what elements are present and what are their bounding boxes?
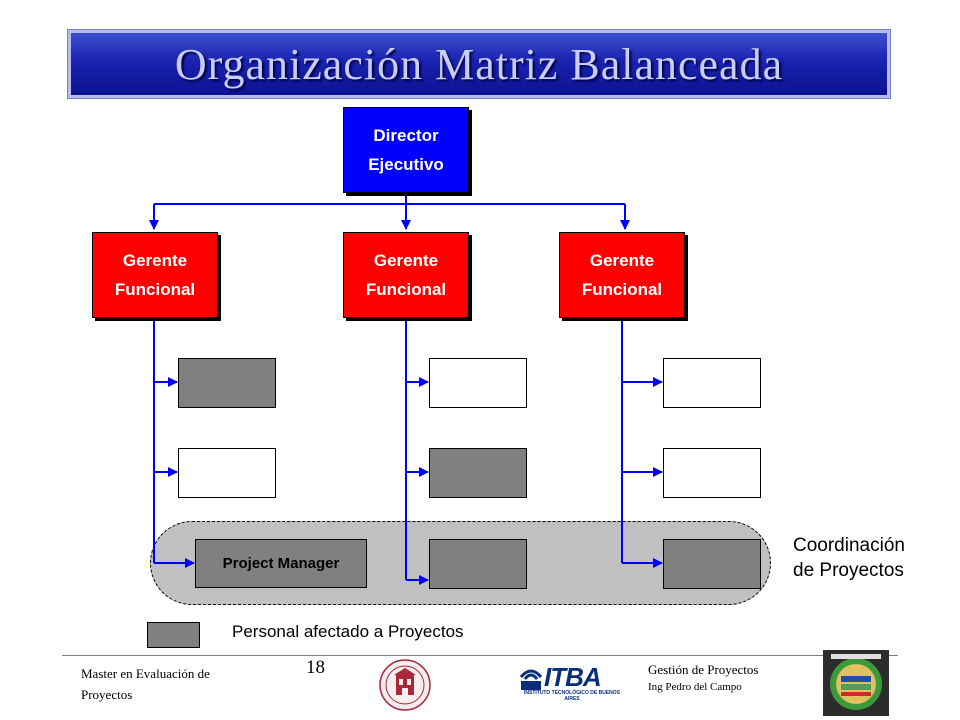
itba-logo-text: ITBA: [544, 662, 601, 692]
footer-subject: [648, 661, 758, 695]
gerente-label-line1: Gerente: [589, 251, 655, 270]
page-number: 18: [306, 657, 325, 678]
footer-course-line1: Master en Evaluación de: [81, 666, 210, 681]
legend-swatch: [147, 622, 200, 648]
itba-logo-subtext: INSTITUTO TECNOLÓGICO DE BUENOS AIRES: [523, 690, 621, 702]
gerente-label-line2: Funcional: [581, 280, 663, 299]
coordination-label-line2: de Proyectos: [793, 560, 904, 581]
footer-course-line2: Proyectos: [81, 687, 133, 702]
functional-staff-box: [178, 448, 276, 498]
footer-divider: [62, 655, 898, 656]
gerente-funcional-box-3: [559, 232, 685, 318]
footer-subject-line1: Gestión de Proyectos: [648, 662, 759, 677]
footer-subject-line2: Ing Pedro del Campo: [648, 681, 742, 693]
gerente-label-line2: Funcional: [365, 280, 447, 299]
functional-staff-box: [663, 358, 761, 408]
project-manager-box: [195, 539, 367, 588]
director-label-line2: Ejecutivo: [368, 155, 444, 174]
project-staff-box: [429, 539, 527, 589]
university-seal-icon: [379, 659, 431, 711]
slide-title: Organización Matriz Balanceada: [174, 39, 784, 89]
course-badge-icon: [823, 650, 889, 716]
gerente-label-line1: Gerente: [373, 251, 439, 270]
coordination-label-line1: Coordinación: [793, 535, 905, 556]
legend-label: Personal afectado a Proyectos: [232, 622, 464, 641]
gerente-label-line2: Funcional: [114, 280, 196, 299]
footer-course: [81, 663, 261, 705]
gerente-funcional-box-1: [92, 232, 218, 318]
project-staff-box: [429, 448, 527, 498]
coordination-label: [793, 533, 905, 583]
director-label-line1: Director: [373, 126, 439, 145]
functional-staff-box: [429, 358, 527, 408]
project-manager-label: Project Manager: [222, 555, 340, 572]
functional-staff-box: [663, 448, 761, 498]
director-ejecutivo-box: [343, 107, 469, 193]
gerente-funcional-box-2: [343, 232, 469, 318]
project-staff-box: [178, 358, 276, 408]
gerente-label-line1: Gerente: [122, 251, 188, 270]
project-staff-box: [663, 539, 761, 589]
